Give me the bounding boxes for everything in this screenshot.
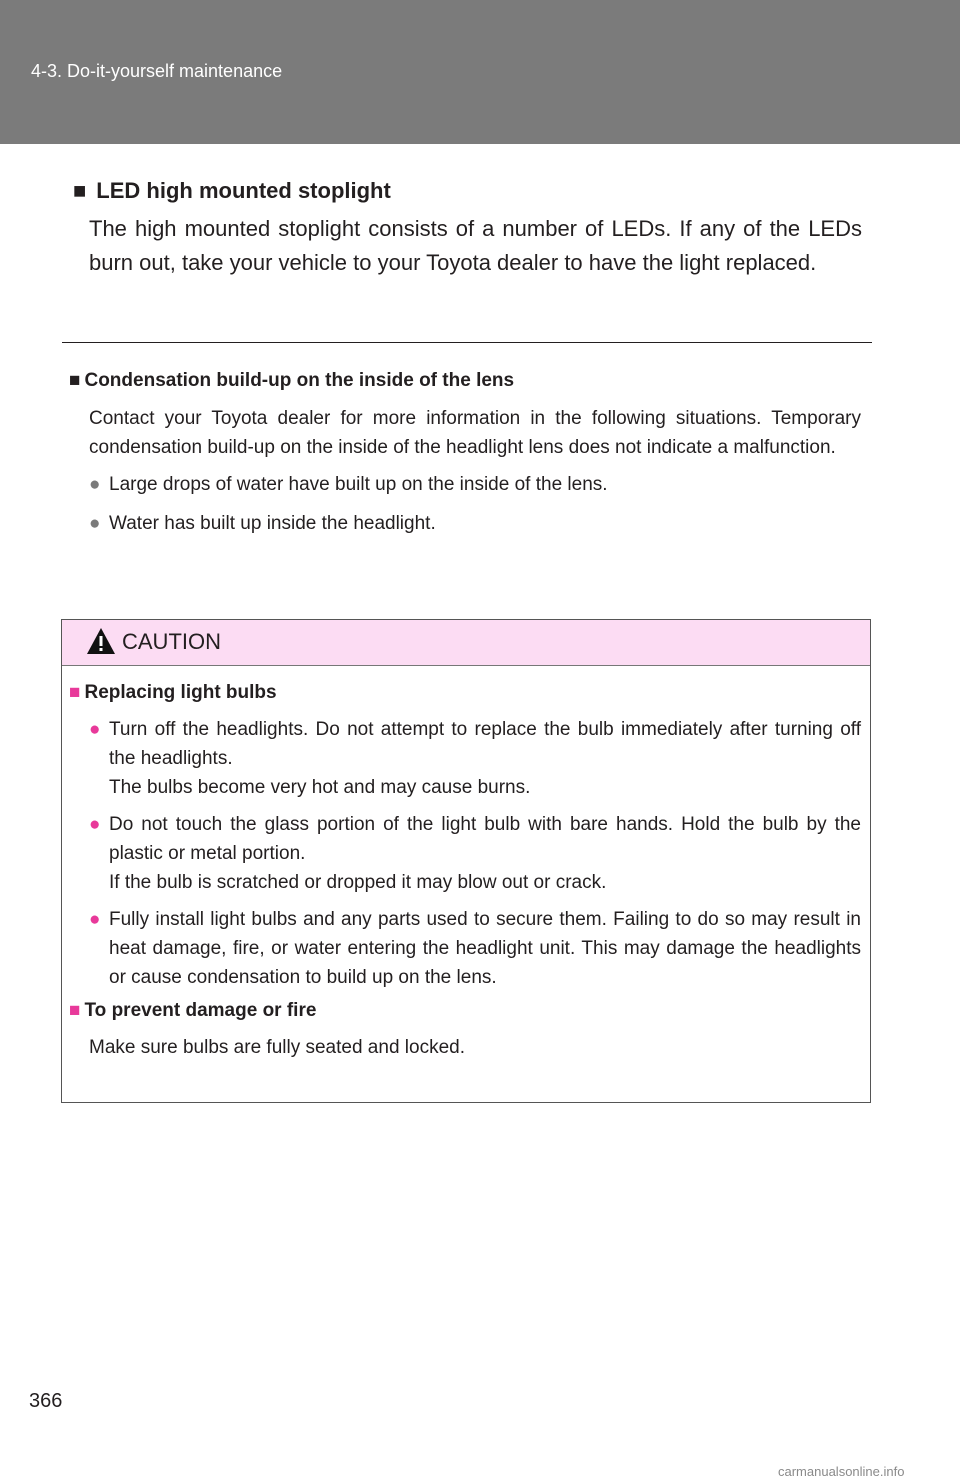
led-body: The high mounted stoplight consists of a number of LEDs. If any of the LEDs burn out, take your vehicle to your Toyota dealer to have the light replaced. (89, 216, 862, 275)
list-item-text: Turn off the headlights. Do not attempt to replace the bulb immediately after turning off the headlights. (109, 719, 861, 769)
square-bullet-icon: ■ (69, 682, 81, 703)
caution-heading-prevent (69, 1000, 861, 1022)
section-divider (62, 342, 872, 343)
list-item (89, 509, 861, 538)
section-title: 4-3. Do-it-yourself maintenance (31, 61, 283, 81)
bullet-dot-icon: ● (89, 719, 101, 740)
page-number: 366 (29, 1390, 63, 1412)
list-item (89, 470, 861, 499)
condensation-section (69, 370, 861, 548)
list-item (89, 905, 861, 992)
caution-header (62, 620, 870, 666)
bullet-dot-icon: ● (89, 909, 101, 930)
warning-triangle-icon (86, 627, 116, 655)
list-item-text: Water has built up inside the headlight. (109, 513, 436, 534)
condensation-heading-text: Condensation build-up on the inside of the lens (84, 370, 515, 391)
list-item (89, 715, 861, 802)
condensation-body: Contact your Toyota dealer for more information in the following situations. Temporary condensation build-up on the inside of the headlight lens does not indicate a malfunction. (89, 408, 861, 458)
caution-title: CAUTION (122, 629, 221, 654)
caution-heading-replacing (69, 682, 861, 704)
page-header (0, 0, 960, 144)
square-bullet-icon: ■ (73, 178, 87, 203)
caution-box (61, 619, 871, 1103)
led-heading-text: LED high mounted stoplight (96, 178, 391, 203)
condensation-heading (69, 370, 861, 392)
led-section (73, 178, 862, 280)
bullet-dot-icon: ● (89, 513, 101, 534)
list-item (89, 810, 861, 897)
caution-heading-text: To prevent damage or fire (84, 1000, 317, 1021)
list-item-text: Fully install light bulbs and any parts used to secure them. Failing to do so may result in heat damage, fire, or water entering the headlight unit. This may damage the headlights or cause condensation to build up on the lens. (109, 909, 861, 988)
caution-prevent-body: Make sure bulbs are fully seated and locked. (89, 1037, 465, 1058)
list-item-text: Do not touch the glass portion of the light bulb with bare hands. Hold the bulb by the plastic or metal portion. (109, 814, 861, 864)
square-bullet-icon: ■ (69, 1000, 81, 1021)
watermark: carmanualsonline.info (778, 1464, 905, 1479)
list-item-text: Large drops of water have built up on the inside of the lens. (109, 474, 608, 495)
bullet-dot-icon: ● (89, 474, 101, 495)
caution-body (69, 682, 861, 1070)
square-bullet-icon: ■ (69, 370, 81, 391)
list-item-note: If the bulb is scratched or dropped it may blow out or crack. (109, 872, 607, 893)
bullet-dot-icon: ● (89, 814, 101, 835)
led-heading (73, 178, 862, 204)
list-item-note: The bulbs become very hot and may cause burns. (109, 777, 531, 798)
caution-heading-text: Replacing light bulbs (84, 682, 277, 703)
